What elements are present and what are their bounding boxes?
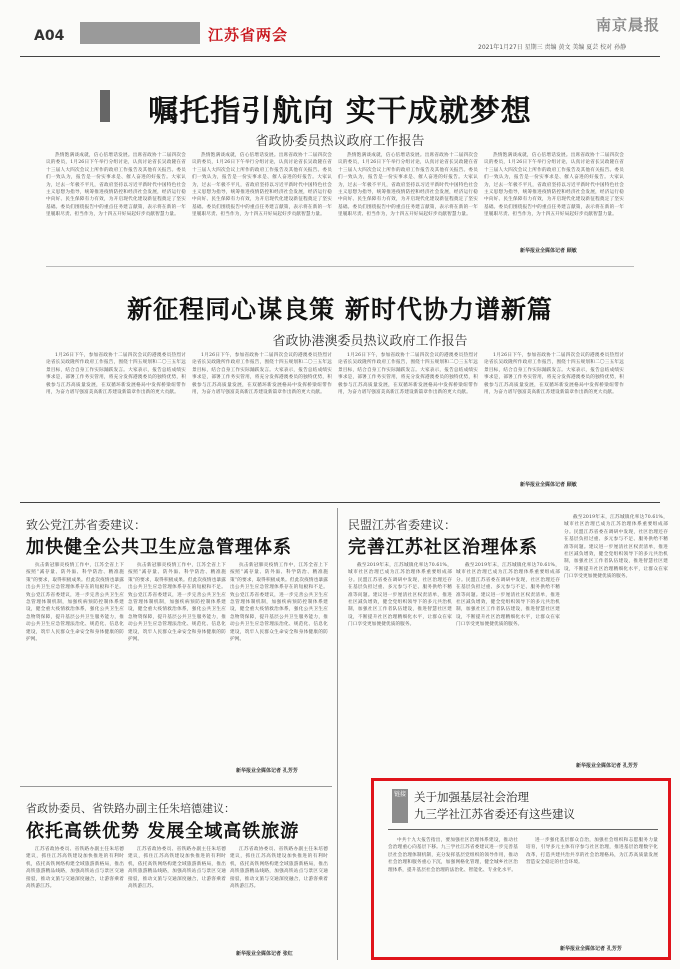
story1-headline: 嘱托指引航向 实干成就梦想 <box>148 94 532 129</box>
column-divider <box>337 508 338 960</box>
story4-headline: 完善江苏社区治理体系 <box>348 537 538 558</box>
story4-col-2: 截至2019年末，江苏城镇化率达70.61%，城市社区治理已成为江苏治理体系重要组成部分。民盟江苏省委在调研中发现，社区治理还存在基层负担过重、多元参与不足、服务供给不精准等问题。建议进一步厘清社区权责清单，推进社区减负增效，健全党组织领导下的多元共治机制，加强社区工作者队伍建设，推进智慧社区建设，不断提升社区治理精细化水平，让群众在家门口享受更加便捷优质的服务。 <box>456 563 560 628</box>
header-rule <box>20 56 660 57</box>
boxed-col-left: 中共十九大报告指出，要加强社区治理体系建设，推动社会治理重心向基层下移。九三学社江苏省委建议进一步完善基层社会治理体制机制，充分发挥基层党组织的领导作用，推动社会治理和服务重心下沉，加强网格化管理，健全城乡社区治理体系，提升基层社会治理的法治化、智能化、专业化水平。 <box>388 838 518 873</box>
story5-kicker: 省政协委员、省铁路办副主任朱培德建议： <box>26 802 235 815</box>
paper-name: 南京晨报 <box>595 16 660 34</box>
story4-byline: 新华报业全媒体记者 孔芳芳 <box>576 763 638 769</box>
link-tag: 链接 <box>392 789 408 823</box>
section-title: 江苏省两会 <box>208 26 289 44</box>
story2-headline: 新征程同心谋良策 新时代协力谱新篇 <box>127 295 553 324</box>
story4-kicker: 民盟江苏省委建议： <box>348 518 457 532</box>
boxed-title-line1: 关于加强基层社会治理 <box>414 790 529 804</box>
story1-col-2: 热情饱满谈成就，信心倍增话发展。出席省政协十二届四次会议的委员，1月26日下午举行分组讨论，认真讨论省长吴政隆在省十三届人大四次会议上所作的政府工作报告及其他有关报告。委员们一致认为，报告是一份实事求是、催人奋进的好报告。大家认为，过去一年极不平凡，省政府坚持以习近平新时代中国特色社会主义思想为指导，统筹推进疫情防控和经济社会发展，经济运行稳中向好、民生保障有力有效，为开启现代化建设新征程奠定了坚实基础。委员们围绕报告中的重点任务建言献策，表示将在新的一年里履职尽责、担当作为，为十四五开好局起好步贡献智慧力量。 <box>192 153 332 218</box>
story3-kicker: 致公党江苏省委建议： <box>26 518 147 532</box>
story2-byline: 新华报业全媒体记者 顾敏 <box>520 482 577 488</box>
story1-col-3: 热情饱满谈成就，信心倍增话发展。出席省政协十二届四次会议的委员，1月26日下午举行分组讨论，认真讨论省长吴政隆在省十三届人大四次会议上所作的政府工作报告及其他有关报告。委员们一致认为，报告是一份实事求是、催人奋进的好报告。大家认为，过去一年极不平凡，省政府坚持以习近平新时代中国特色社会主义思想为指导，统筹推进疫情防控和经济社会发展，经济运行稳中向好、民生保障有力有效，为开启现代化建设新征程奠定了坚实基础。委员们围绕报告中的重点任务建言献策，表示将在新的一年里履职尽责、担当作为，为十四五开好局起好步贡献智慧力量。 <box>338 153 478 218</box>
boxed-byline: 新华报业全媒体记者 孔芳芳 <box>560 946 622 952</box>
page-number: A04 <box>34 28 65 44</box>
story3-col-3: 抗击新冠肺炎疫情工作中，江苏全省上下按照“减存量、防外溢、科学防治、精准施策”的要求，取得积极成果。但此次疫情也暴露出公共卫生应急管理体系存在的短板和不足。致公党江苏省委建议，进一步完善公共卫生应急管理体制机制，加强疾病预防控制体系建设，健全重大疫情救治体系，强化公共卫生应急物资保障，提升基层公共卫生服务能力，推动公共卫生应急管理法治化、规范化、信息化建设，筑牢人民群众生命安全和身体健康的防护网。 <box>230 563 328 643</box>
header-band <box>80 22 200 44</box>
story5-headline: 依托高铁优势 发展全域高铁旅游 <box>26 821 300 842</box>
divider-left <box>20 786 332 787</box>
story1-col-4: 热情饱满谈成就，信心倍增话发展。出席省政协十二届四次会议的委员，1月26日下午举行分组讨论，认真讨论省长吴政隆在省十三届人大四次会议上所作的政府工作报告及其他有关报告。委员们一致认为，报告是一份实事求是、催人奋进的好报告。大家认为，过去一年极不平凡，省政府坚持以习近平新时代中国特色社会主义思想为指导，统筹推进疫情防控和经济社会发展，经济运行稳中向好、民生保障有力有效，为开启现代化建设新征程奠定了坚实基础。委员们围绕报告中的重点任务建言献策，表示将在新的一年里履职尽责、担当作为，为十四五开好局起好步贡献智慧力量。 <box>484 153 624 218</box>
story3-headline: 加快健全公共卫生应急管理体系 <box>26 537 292 558</box>
story5-col-2: 江苏省政协委员、省铁路办副主任朱培德建议，抓住江苏高铁建设加快推进的有利时机，依托高铁网络构建全域旅游新格局，推出高铁旅游精品线路，加强高铁站点与景区交通接驳，推动文旅与交通深度融合，让游客乘着高铁游江苏。 <box>128 847 226 890</box>
story2-col-4: 1月26日下午，参加省政协十二届四次会议的港澳委员热烈讨论省长吴政隆所作政府工作报告，围绕十四五规划和二〇三五年远景目标，结合自身工作实际踊跃发言。大家表示，报告总结成绩实事求是，部署工作务实管用，将充分发挥港澳委员的独特优势，积极参与江苏高质量发展，在双循环新发展格局中发挥桥梁纽带作用，为奋力谱写强富美高新江苏建设新篇章作出新的更大贡献。 <box>484 353 624 396</box>
story2-subhead: 省政协港澳委员热议政府工作报告 <box>272 334 468 349</box>
story1-subhead: 省政协委员热议政府工作报告 <box>255 134 425 149</box>
story5-col-1: 江苏省政协委员、省铁路办副主任朱培德建议，抓住江苏高铁建设加快推进的有利时机，依托高铁网络构建全域旅游新格局，推出高铁旅游精品线路，加强高铁站点与景区交通接驳，推动文旅与交通深度融合，让游客乘着高铁游江苏。 <box>26 847 124 890</box>
divider <box>46 266 634 267</box>
story3-byline: 新华报业全媒体记者 孔芳芳 <box>236 768 298 774</box>
story1-col-1: 热情饱满谈成就，信心倍增话发展。出席省政协十二届四次会议的委员，1月26日下午举行分组讨论，认真讨论省长吴政隆在省十三届人大四次会议上所作的政府工作报告及其他有关报告。委员们一致认为，报告是一份实事求是、催人奋进的好报告。大家认为，过去一年极不平凡，省政府坚持以习近平新时代中国特色社会主义思想为指导，统筹推进疫情防控和经济社会发展，经济运行稳中向好、民生保障有力有效，为开启现代化建设新征程奠定了坚实基础。委员们围绕报告中的重点任务建言献策，表示将在新的一年里履职尽责、担当作为，为十四五开好局起好步贡献智慧力量。 <box>46 153 186 218</box>
boxed-title-line2: 九三学社江苏省委还有这些建议 <box>414 807 575 821</box>
story2-col-3: 1月26日下午，参加省政协十二届四次会议的港澳委员热烈讨论省长吴政隆所作政府工作报告，围绕十四五规划和二〇三五年远景目标，结合自身工作实际踊跃发言。大家表示，报告总结成绩实事求是，部署工作务实管用，将充分发挥港澳委员的独特优势，积极参与江苏高质量发展，在双循环新发展格局中发挥桥梁纽带作用，为奋力谱写强富美高新江苏建设新篇章作出新的更大贡献。 <box>338 353 478 396</box>
story2-col-2: 1月26日下午，参加省政协十二届四次会议的港澳委员热烈讨论省长吴政隆所作政府工作报告，围绕十四五规划和二〇三五年远景目标，结合自身工作实际踊跃发言。大家表示，报告总结成绩实事求是，部署工作务实管用，将充分发挥港澳委员的独特优势，积极参与江苏高质量发展，在双循环新发展格局中发挥桥梁纽带作用，为奋力谱写强富美高新江苏建设新篇章作出新的更大贡献。 <box>192 353 332 396</box>
story5-byline: 新华报业全媒体记者 张红 <box>236 951 293 957</box>
story4-col-1: 截至2019年末，江苏城镇化率达70.61%，城市社区治理已成为江苏治理体系重要组成部分。民盟江苏省委在调研中发现，社区治理还存在基层负担过重、多元参与不足、服务供给不精准等问题。建议进一步厘清社区权责清单，推进社区减负增效，健全党组织领导下的多元共治机制，加强社区工作者队伍建设，推进智慧社区建设，不断提升社区治理精细化水平，让群众在家门口享受更加便捷优质的服务。 <box>348 563 452 628</box>
issue-meta: 2021年1月27日 星期三 责编 黄文 美编 夏芸 校对 孙静 <box>478 44 627 51</box>
section-rule <box>20 502 660 503</box>
story3-col-1: 抗击新冠肺炎疫情工作中，江苏全省上下按照“减存量、防外溢、科学防治、精准施策”的要求，取得积极成果。但此次疫情也暴露出公共卫生应急管理体系存在的短板和不足。致公党江苏省委建议，进一步完善公共卫生应急管理体制机制，加强疾病预防控制体系建设，健全重大疫情救治体系，强化公共卫生应急物资保障，提升基层公共卫生服务能力，推动公共卫生应急管理法治化、规范化、信息化建设，筑牢人民群众生命安全和身体健康的防护网。 <box>26 563 124 643</box>
boxed-col-right: 进一步强化基层群众自治，加强社会组织和志愿服务力量培育，引导多元主体有序参与社区治理，推进基层治理数字化改革，打造共建共治共享的社会治理格局，为江苏高质量发展营造安全稳定的社会环境。 <box>526 838 658 866</box>
story1-byline: 新华报业全媒体记者 顾敏 <box>520 248 577 254</box>
story3-col-2: 抗击新冠肺炎疫情工作中，江苏全省上下按照“减存量、防外溢、科学防治、精准施策”的要求，取得积极成果。但此次疫情也暴露出公共卫生应急管理体系存在的短板和不足。致公党江苏省委建议，进一步完善公共卫生应急管理体制机制，加强疾病预防控制体系建设，健全重大疫情救治体系，强化公共卫生应急物资保障，提升基层公共卫生服务能力，推动公共卫生应急管理法治化、规范化、信息化建设，筑牢人民群众生命安全和身体健康的防护网。 <box>128 563 226 643</box>
highlighted-article[interactable] <box>371 778 671 960</box>
boxed-rule <box>388 829 658 830</box>
story2-col-1: 1月26日下午，参加省政协十二届四次会议的港澳委员热烈讨论省长吴政隆所作政府工作报告，围绕十四五规划和二〇三五年远景目标，结合自身工作实际踊跃发言。大家表示，报告总结成绩实事求是，部署工作务实管用，将充分发挥港澳委员的独特优势，积极参与江苏高质量发展，在双循环新发展格局中发挥桥梁纽带作用，为奋力谱写强富美高新江苏建设新篇章作出新的更大贡献。 <box>46 353 186 396</box>
story5-col-3: 江苏省政协委员、省铁路办副主任朱培德建议，抓住江苏高铁建设加快推进的有利时机，依托高铁网络构建全域旅游新格局，推出高铁旅游精品线路，加强高铁站点与景区交通接驳，推动文旅与交通深度融合，让游客乘着高铁游江苏。 <box>230 847 328 890</box>
page-header <box>8 8 672 54</box>
story4-col-3: 截至2019年末，江苏城镇化率达70.61%，城市社区治理已成为江苏治理体系重要组成部分。民盟江苏省委在调研中发现，社区治理还存在基层负担过重、多元参与不足、服务供给不精准等问题。建议进一步厘清社区权责清单，推进社区减负增效，健全党组织领导下的多元共治机制，加强社区工作者队伍建设，推进智慧社区建设，不断提升社区治理精细化水平，让群众在家门口享受更加便捷优质的服务。 <box>564 515 668 580</box>
